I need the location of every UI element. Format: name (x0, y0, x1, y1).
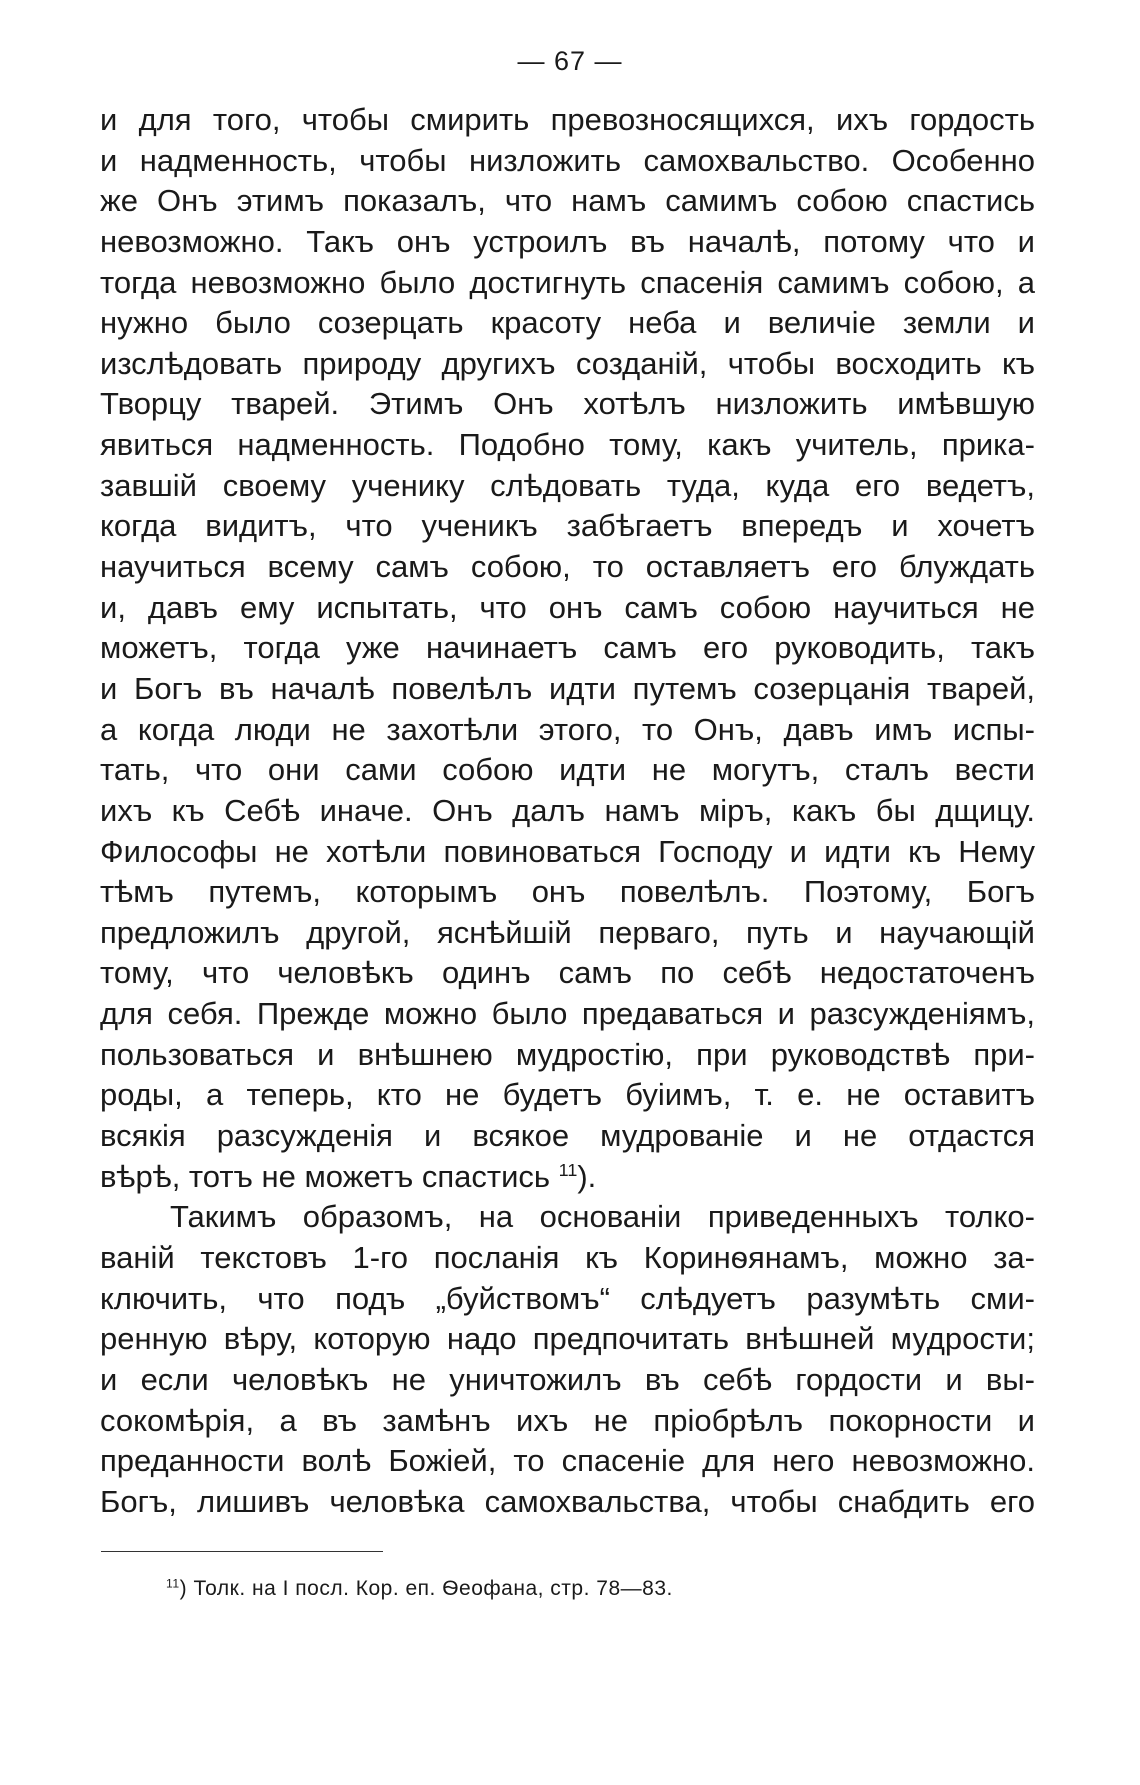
page-number: — 67 — (517, 46, 623, 76)
text-line: нужно было созерцать красоту неба и величіе земли и (100, 305, 1035, 341)
text-line: Творцу тварей. Этимъ Онъ хотѣлъ низложить имѣвшую (100, 386, 1035, 422)
paragraph-1 (100, 100, 1035, 1197)
text-line: сокомѣрія, а въ замѣнъ ихъ не пріобрѣлъ покорности и (100, 1402, 1035, 1438)
text-line: Философы не хотѣли повиноваться Господу и идти къ Нему (100, 833, 1035, 869)
text-line: тогда невозможно было достигнуть спасенія самимъ собою, а (100, 264, 1035, 300)
text-line: преданности волѣ Божіей, то спасеніе для него невозможно. (100, 1443, 1035, 1479)
text-line: и, давъ ему испытать, что онъ самъ собою научиться не (100, 589, 1035, 625)
text-line: ключить, что подъ „буйствомъ“ слѣдуетъ разумѣть сми- (100, 1280, 1035, 1316)
text-line: тому, что человѣкъ одинъ самъ по себѣ недостаточенъ (100, 955, 1035, 991)
footnote-reference[interactable]: 11 (558, 1159, 578, 1180)
text-line: завшій своему ученику слѣдовать туда, куда его ведетъ, (100, 467, 1035, 503)
text-line: когда видитъ, что ученикъ забѣгаетъ впередъ и хочетъ (100, 508, 1035, 544)
body-text (100, 100, 1035, 1522)
text-line: пользоваться и внѣшнею мудростію, при руководствѣ при- (100, 1036, 1035, 1072)
text-line: и для того, чтобы смирить превозносящихся, ихъ гордость (100, 102, 1035, 137)
paragraph-2 (100, 1197, 1035, 1522)
text-line: и надменность, чтобы низложить самохвальство. Особенно (100, 142, 1035, 178)
text-line: тать, что они сами собою идти не могутъ, сталъ вести (100, 752, 1035, 788)
text-line: же Онъ этимъ показалъ, что намъ самимъ собою спастись (100, 183, 1035, 219)
text-line: а когда люди не захотѣли этого, то Онъ, давъ имъ испы- (100, 711, 1035, 747)
text-line: вѣрѣ, тотъ не можетъ спастись (100, 1158, 551, 1194)
text-line: и Богъ въ началѣ повелѣлъ идти путемъ созерцанія тварей, (100, 670, 1035, 706)
text-line: и если человѣкъ не уничтожилъ въ себѣ гордости и вы- (100, 1361, 1035, 1397)
text-line: тѣмъ путемъ, которымъ онъ повелѣлъ. Поэтому, Богъ (100, 874, 1035, 910)
text-line: изслѣдовать природу другихъ созданій, чтобы восходить къ (100, 345, 1035, 381)
footnote (166, 1575, 673, 1603)
text-line: Такимъ образомъ, на основаніи приведенныхъ толко- (170, 1199, 1035, 1235)
text-line: можетъ, тогда уже начинаетъ самъ его руководить, такъ (100, 630, 1035, 666)
text-line: роды, а теперь, кто не будетъ буіимъ, т. е. не оставитъ (100, 1077, 1035, 1113)
footnote-text: ) Толк. на I посл. Кор. еп. Ѳеофана, стр. 78—83. (179, 1577, 673, 1600)
text-line: явиться надменность. Подобно тому, какъ учитель, прика- (100, 427, 1035, 463)
text-line: невозможно. Такъ онъ устроилъ въ началѣ, потому что и (100, 223, 1035, 259)
text-line: научиться всему самъ собою, то оставляетъ его блуждать (100, 549, 1035, 585)
footnote-marker: 11 (166, 1576, 180, 1591)
footnote-divider (101, 1551, 383, 1552)
text-line: ваній текстовъ 1-го посланія къ Коринѳянамъ, можно за- (100, 1239, 1035, 1275)
text-line: ихъ къ Себѣ иначе. Онъ далъ намъ міръ, какъ бы дщицу. (100, 792, 1035, 828)
text-line-ending: ). (577, 1158, 597, 1194)
text-line: предложилъ другой, яснѣйшій перваго, путь и научающій (100, 914, 1035, 950)
paragraph-1-last-line (100, 1157, 1035, 1198)
text-line: для себя. Прежде можно было предаваться и разсужденіямъ, (100, 996, 1035, 1032)
text-line: Богъ, лишивъ человѣка самохвальства, чтобы снабдить его (100, 1483, 1035, 1519)
text-line: ренную вѣру, которую надо предпочитать внѣшней мудрости; (100, 1321, 1035, 1357)
text-line: всякія разсужденія и всякое мудрованіе и не отдастся (100, 1118, 1035, 1154)
